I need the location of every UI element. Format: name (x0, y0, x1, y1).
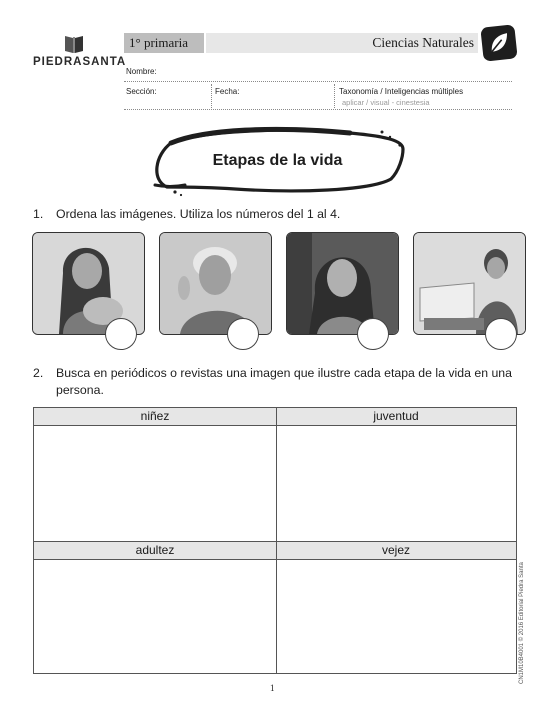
taxonomia-sub: aplicar / visual - cinestesia (342, 98, 430, 107)
photo-young-woman (286, 232, 399, 335)
order-circle-1[interactable] (105, 318, 137, 350)
page-number: 1 (270, 683, 275, 693)
publisher-logo-icon (63, 33, 85, 55)
question-1 (33, 206, 513, 224)
order-circle-3[interactable] (357, 318, 389, 350)
seccion-line (124, 109, 512, 110)
header-ninez: niñez (34, 408, 276, 426)
question-1-number: 1. (33, 207, 44, 221)
header-juventud: juventud (276, 408, 516, 426)
grade-label-box (124, 33, 204, 53)
title-banner (145, 125, 410, 197)
life-stages-table (33, 407, 517, 674)
taxonomia-label: Taxonomía / Inteligencias múltiples (339, 87, 464, 96)
copyright-note: CN1M10B4001 © 2016 Editorial Piedra Santa (519, 562, 525, 684)
question-2 (33, 365, 523, 401)
nombre-label: Nombre: (126, 67, 157, 76)
field-divider (211, 84, 212, 108)
order-circle-2[interactable] (227, 318, 259, 350)
question-2-number: 2. (33, 366, 44, 380)
young-woman-photo-icon (287, 233, 398, 334)
publisher-name: PIEDRASANTA (33, 56, 127, 68)
cell-juventud[interactable] (277, 426, 516, 541)
question-2-text-line2: persona. (56, 383, 104, 397)
page-title: Etapas de la vida (212, 152, 343, 169)
leaf-icon (480, 24, 517, 61)
order-circle-4[interactable] (485, 318, 517, 350)
cell-adultez[interactable] (34, 560, 276, 673)
nombre-line[interactable] (124, 81, 512, 82)
subject-label: Ciencias Naturales (372, 35, 474, 50)
grade-label: 1° primaria (129, 35, 188, 50)
cell-ninez[interactable] (34, 426, 276, 541)
elderly-woman-photo-icon (160, 233, 271, 334)
photo-elderly-woman (159, 232, 272, 335)
field-divider (334, 84, 335, 108)
seccion-label: Sección: (126, 87, 157, 96)
subject-bar (206, 33, 478, 53)
fecha-label: Fecha: (215, 87, 240, 96)
header-adultez: adultez (34, 542, 276, 560)
question-2-text-line1: Busca en periódicos o revistas una imagen que ilustre cada etapa de la vida en una (56, 366, 512, 380)
header-vejez: vejez (276, 542, 516, 560)
cell-vejez[interactable] (277, 560, 516, 673)
question-1-text: Ordena las imágenes. Utiliza los números del 1 al 4. (56, 207, 341, 221)
